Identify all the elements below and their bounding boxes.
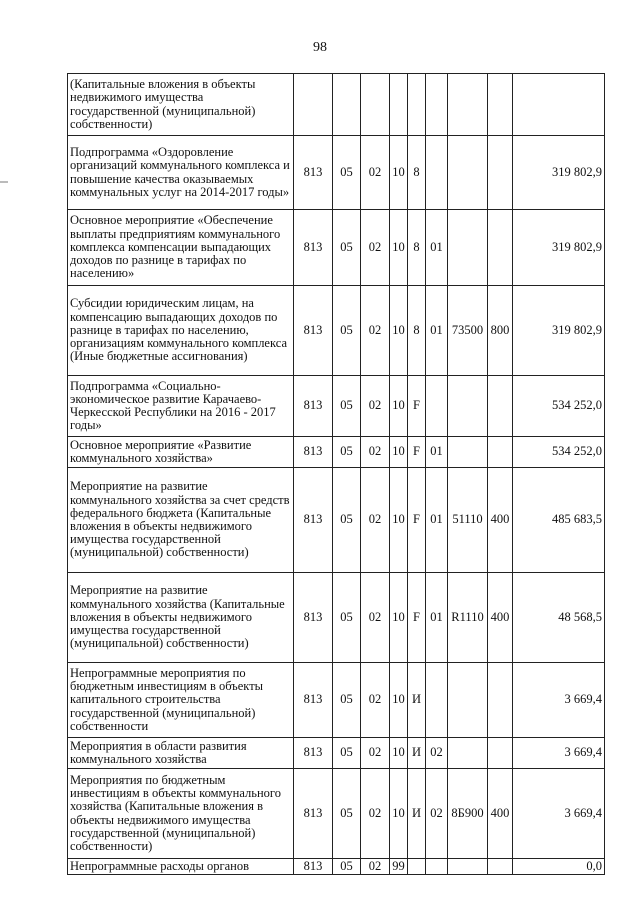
code-subsection: 02	[361, 769, 390, 859]
code-admin: 813	[294, 859, 333, 875]
code-subsection	[361, 74, 390, 136]
code-section: 05	[333, 573, 361, 663]
code-event: 01	[426, 286, 448, 376]
code-expense-type	[488, 437, 513, 468]
amount	[513, 74, 605, 136]
code-direction	[448, 136, 488, 210]
code-direction	[448, 437, 488, 468]
code-event: 01	[426, 210, 448, 286]
code-program: 10	[390, 136, 408, 210]
code-subprogram: И	[408, 738, 426, 769]
code-section: 05	[333, 769, 361, 859]
code-direction	[448, 210, 488, 286]
row-name: Непрограммные расходы органов	[68, 859, 294, 875]
code-admin: 813	[294, 468, 333, 573]
code-expense-type: 800	[488, 286, 513, 376]
code-subprogram: F	[408, 468, 426, 573]
code-program: 10	[390, 738, 408, 769]
code-program: 10	[390, 210, 408, 286]
code-expense-type	[488, 738, 513, 769]
code-program: 10	[390, 286, 408, 376]
code-event: 01	[426, 468, 448, 573]
code-subprogram: 8	[408, 286, 426, 376]
amount: 3 669,4	[513, 738, 605, 769]
table-row	[68, 573, 605, 663]
code-section: 05	[333, 376, 361, 437]
code-section: 05	[333, 136, 361, 210]
code-expense-type: 400	[488, 468, 513, 573]
code-subprogram	[408, 74, 426, 136]
code-expense-type	[488, 74, 513, 136]
table-row	[68, 210, 605, 286]
amount: 319 802,9	[513, 136, 605, 210]
row-name: Основное мероприятие «Развитие коммунального хозяйства»	[68, 437, 294, 468]
code-event	[426, 74, 448, 136]
code-direction: 51110	[448, 468, 488, 573]
code-section: 05	[333, 738, 361, 769]
code-subprogram	[408, 859, 426, 875]
code-expense-type	[488, 663, 513, 738]
code-program: 10	[390, 376, 408, 437]
code-subprogram: F	[408, 376, 426, 437]
code-section: 05	[333, 210, 361, 286]
row-name: (Капитальные вложения в объекты недвижимого имущества государственной (муниципальной) собственности)	[68, 74, 294, 136]
code-subsection: 02	[361, 468, 390, 573]
code-direction	[448, 859, 488, 875]
code-program: 10	[390, 663, 408, 738]
row-name: Подпрограмма «Социально-экономическое развитие Карачаево-Черкесской Республики на 2016 - 2017 годы»	[68, 376, 294, 437]
code-subprogram: 8	[408, 210, 426, 286]
code-subprogram: 8	[408, 136, 426, 210]
code-expense-type	[488, 859, 513, 875]
code-event	[426, 376, 448, 437]
code-admin: 813	[294, 437, 333, 468]
code-direction	[448, 738, 488, 769]
code-subsection: 02	[361, 859, 390, 875]
code-admin: 813	[294, 663, 333, 738]
row-name: Мероприятия в области развития коммунального хозяйства	[68, 738, 294, 769]
code-event	[426, 859, 448, 875]
table-row	[68, 136, 605, 210]
code-event	[426, 136, 448, 210]
code-subprogram: F	[408, 437, 426, 468]
code-direction	[448, 376, 488, 437]
code-subsection: 02	[361, 573, 390, 663]
code-section: 05	[333, 286, 361, 376]
code-expense-type: 400	[488, 769, 513, 859]
code-section: 05	[333, 663, 361, 738]
code-admin: 813	[294, 738, 333, 769]
code-program: 10	[390, 468, 408, 573]
code-expense-type	[488, 376, 513, 437]
code-admin: 813	[294, 769, 333, 859]
code-admin	[294, 74, 333, 136]
code-subsection: 02	[361, 136, 390, 210]
code-program: 10	[390, 437, 408, 468]
amount: 319 802,9	[513, 210, 605, 286]
code-section: 05	[333, 437, 361, 468]
code-direction	[448, 74, 488, 136]
table-row	[68, 376, 605, 437]
code-subsection: 02	[361, 738, 390, 769]
amount: 0,0	[513, 859, 605, 875]
amount: 3 669,4	[513, 663, 605, 738]
budget-table	[67, 73, 605, 875]
code-section: 05	[333, 859, 361, 875]
code-section	[333, 74, 361, 136]
amount: 319 802,9	[513, 286, 605, 376]
code-subprogram: И	[408, 663, 426, 738]
scan-edge	[0, 0, 8, 905]
row-name: Непрограммные мероприятия по бюджетным инвестициям в объекты капитального строительства государственной (муниципальной) собственности	[68, 663, 294, 738]
row-name: Основное мероприятие «Обеспечение выплаты предприятиям коммунального комплекса компенсации выпадающих доходов по разнице в тарифах по населению»	[68, 210, 294, 286]
amount: 534 252,0	[513, 376, 605, 437]
code-subsection: 02	[361, 663, 390, 738]
code-direction: R1110	[448, 573, 488, 663]
code-admin: 813	[294, 573, 333, 663]
row-name: Мероприятие на развитие коммунального хозяйства за счет средств федерального бюджета (Капитальные вложения в объекты недвижимого имущества государственной (муниципальной) собственности)	[68, 468, 294, 573]
code-subprogram: F	[408, 573, 426, 663]
table-row	[68, 437, 605, 468]
code-direction: 8Б900	[448, 769, 488, 859]
code-subsection: 02	[361, 210, 390, 286]
row-name: Подпрограмма «Оздоровление организаций коммунального комплекса и повышение качества оказываемых коммунальных услуг на 2014-2017 годы»	[68, 136, 294, 210]
code-expense-type: 400	[488, 573, 513, 663]
code-admin: 813	[294, 136, 333, 210]
code-event: 01	[426, 573, 448, 663]
table-row	[68, 663, 605, 738]
code-event: 02	[426, 738, 448, 769]
code-direction	[448, 663, 488, 738]
row-name: Мероприятие на развитие коммунального хозяйства (Капитальные вложения в объекты недвижимого имущества государственной (муниципальной) собственности)	[68, 573, 294, 663]
code-event: 01	[426, 437, 448, 468]
code-subsection: 02	[361, 376, 390, 437]
code-admin: 813	[294, 286, 333, 376]
table-row	[68, 859, 605, 875]
amount: 485 683,5	[513, 468, 605, 573]
code-subsection: 02	[361, 437, 390, 468]
amount: 48 568,5	[513, 573, 605, 663]
page-number: 98	[313, 40, 327, 55]
code-program: 99	[390, 859, 408, 875]
table-row	[68, 468, 605, 573]
table-row	[68, 74, 605, 136]
code-program: 10	[390, 573, 408, 663]
code-subsection: 02	[361, 286, 390, 376]
table-row	[68, 769, 605, 859]
code-program	[390, 74, 408, 136]
code-event: 02	[426, 769, 448, 859]
code-expense-type	[488, 136, 513, 210]
code-admin: 813	[294, 376, 333, 437]
amount: 534 252,0	[513, 437, 605, 468]
code-direction: 73500	[448, 286, 488, 376]
code-admin: 813	[294, 210, 333, 286]
row-name: Мероприятия по бюджетным инвестициям в объекты коммунального хозяйства (Капитальные вложения в объекты недвижимого имущества государственной (муниципальной) собственности)	[68, 769, 294, 859]
code-program: 10	[390, 769, 408, 859]
code-section: 05	[333, 468, 361, 573]
table-row	[68, 286, 605, 376]
code-event	[426, 663, 448, 738]
code-expense-type	[488, 210, 513, 286]
amount: 3 669,4	[513, 769, 605, 859]
row-name: Субсидии юридическим лицам, на компенсацию выпадающих доходов по разнице в тарифах по населению, организациям коммунального комплекса (Иные бюджетные ассигнования)	[68, 286, 294, 376]
code-subprogram: И	[408, 769, 426, 859]
table-row	[68, 738, 605, 769]
